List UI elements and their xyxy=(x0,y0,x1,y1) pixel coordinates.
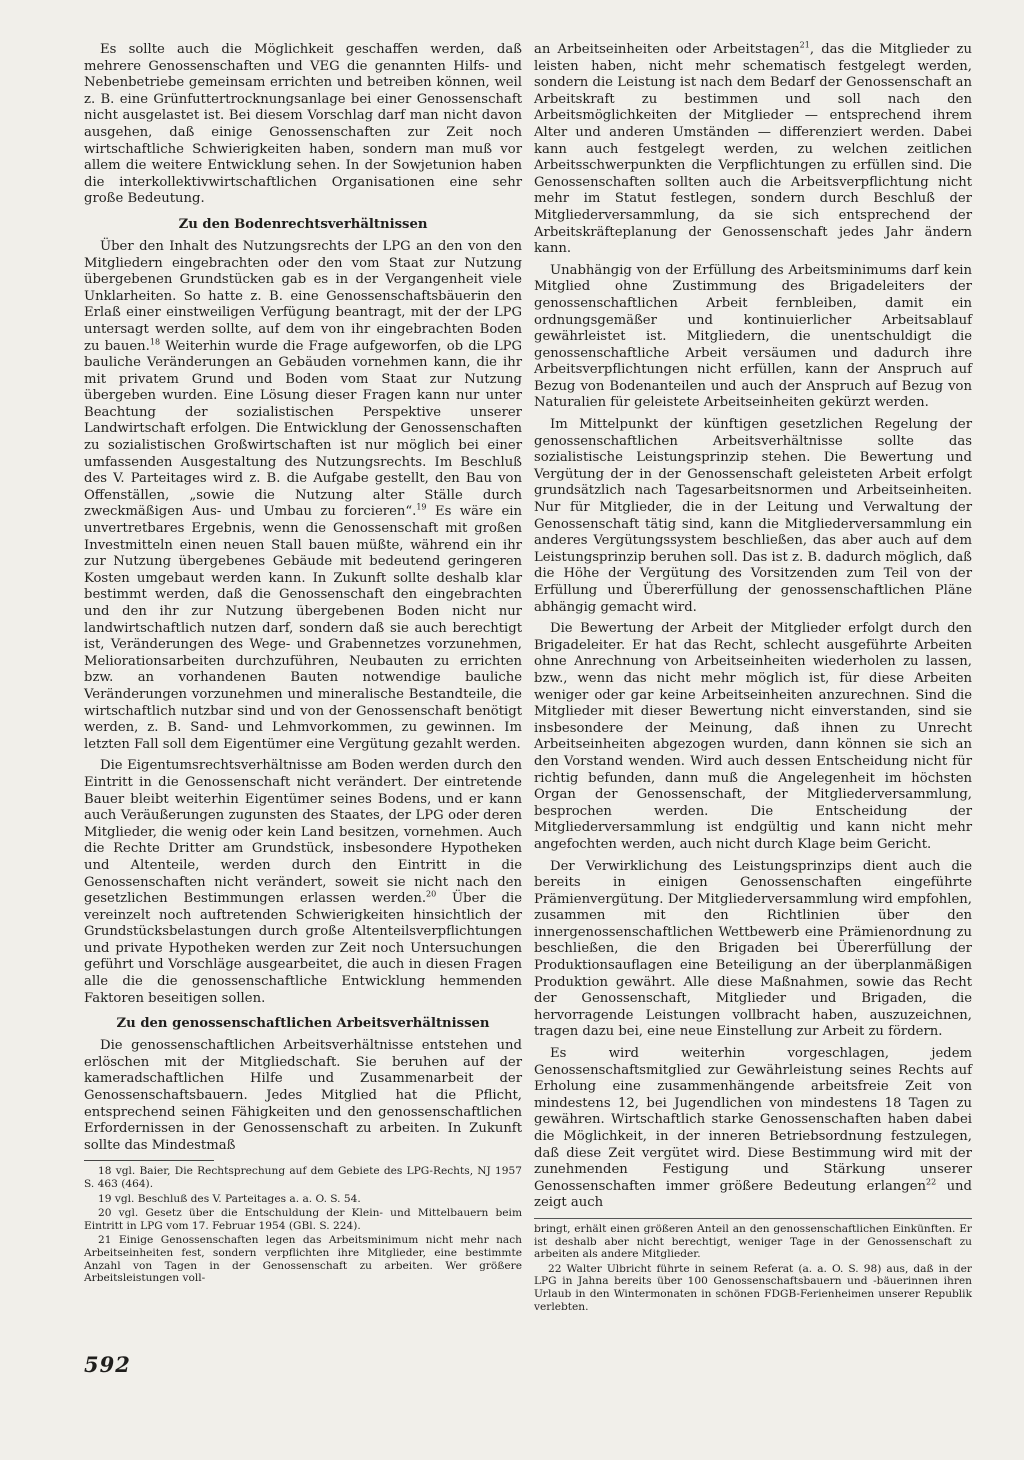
section-heading-bodenrecht: Zu den Bodenrechtsverhältnissen xyxy=(178,216,428,232)
text-columns xyxy=(84,42,972,1315)
section-heading-arbeitsverhaeltnisse: Zu den genossenschaftlichen Arbeitsverhältnissen xyxy=(116,1016,490,1032)
paragraph: Der Verwirklichung des Leistungsprinzips dient auch die bereits in einigen Genossenschaften eingeführte Prämienvergütung. Der Mitgliederversammlung wird empfohlen, zusammen mit den Richtlinien über den innergenossenschaftlichen Wettbewerb eine Prämienordnung zu beschließen, die den Brigaden bei Übererfüllung der Produktionsauflagen eine Beteiligung an der überplanmäßigen Produktion gewährt. Alle diese Maßnahmen, sowie das Recht der Genossenschaft, Mitglieder und Brigaden, die hervorragende Leistungen vollbracht haben, auszuzeichnen, tragen dazu bei, eine neue Einstellung zur Arbeit zu fördern. xyxy=(534,858,972,1040)
text-run: Über die vereinzelt noch auftretenden Schwierigkeiten hinsichtlich der Grundstücksbelastungen durch große Altenteilsverpflichtungen und private Hypotheken werden zur Zeit noch Untersuchungen geführt und Vorschläge ausgearbeitet, die auch in diesen Fragen alle die die genossenschaftliche Entwicklung hemmenden Faktoren beseitigen sollen. xyxy=(84,891,522,1006)
footnote-ref[interactable]: 21 xyxy=(799,40,810,50)
paragraph xyxy=(84,758,522,1007)
text-run: Es wird weiterhin vorgeschlagen, jedem Genossenschaftsmitglied zur Gewährleistung seines Rechts auf Erholung eine zusammenhängende arbeitsfreie Zeit von mindestens 12, bei Jugendlichen von mindestens 18 Tagen zu gewähren. Wirtschaftlich starke Genossenschaften haben dabei die Möglichkeit, in der inneren Betriebsordnung festzulegen, daß diese Zeit vergütet wird. Diese Bestimmung wird mit der zunehmenden Festigung und Stärkung unserer Genossenschaften immer größere Bedeutung erlangen xyxy=(534,1046,972,1194)
footnote-20: 20 vgl. Gesetz über die Entschuldung der Klein- und Mittelbauern beim Eintritt in LPG vom 17. Februar 1954 (GBl. S. 224). xyxy=(84,1207,522,1232)
text-run: Über den Inhalt des Nutzungsrechts der LPG an den von den Mitgliedern eingebrachten oder den vom Staat zur Nutzung übergebenen Grundstücken gab es in der Vergangenheit viele Unklarheiten. So hatte z. B. eine Genossenschaftsbäuerin den Erlaß einer einstweiligen Verfügung beantragt, mit der der LPG untersagt werden sollte, auf dem von ihr eingebrachten Boden zu bauen. xyxy=(84,238,522,354)
paragraph xyxy=(534,1046,972,1212)
left-column xyxy=(84,42,522,1315)
paragraph: Die Bewertung der Arbeit der Mitglieder erfolgt durch den Brigadeleiter. Er hat das Recht, schlecht ausgeführte Arbeiten ohne Anrechnung von Arbeitseinheiten wiederholen zu lassen, bzw., wenn das nicht mehr möglich ist, für diese Arbeiten weniger oder gar keine Arbeitseinheiten anzurechnen. Sind die Mitglieder mit dieser Bewertung nicht einverstanden, sind sie insbesondere der Meinung, daß ihnen zu Unrecht Arbeitseinheiten abgezogen wurden, dann können sie sich an den Vorstand wenden. Wird auch dessen Entscheidung nicht für richtig befunden, dann muß die Angelegenheit im höchsten Organ der Genossenschaft, der Mitgliederversammlung, besprochen werden. Die Entscheidung der Mitgliederversammlung ist endgültig und kann nicht mehr angefochten werden, auch nicht durch Klage beim Gericht. xyxy=(534,621,972,852)
footnote-ref[interactable]: 22 xyxy=(926,1177,937,1187)
text-run: Weiterhin wurde die Frage aufgeworfen, ob die LPG bauliche Veränderungen an Gebäuden vornehmen kann, die ihr mit privatem Grund und Boden vom Staat zur Nutzung übergeben wurden. Eine Lösung dieser Fragen kann nur unter Beachtung der sozialistischen Perspektive unserer Landwirtschaft erfolgen. Die Entwicklung der Genossenschaften zu sozialistischen Großwirtschaften ist nur möglich bei einer umfassenden Ausgestaltung des Nutzungsrechts. Im Beschluß des V. Parteitages wird z. B. die Aufgabe gestellt, den Bau von Offenställen, „sowie die Nutzung alter Ställe durch zweckmäßigen Aus- und Umbau zu forcieren“. xyxy=(84,338,523,520)
footnote-21-continued: bringt, erhält einen größeren Anteil an den genossenschaftlichen Einkünften. Er ist deshalb aber nicht berechtigt, weniger Tage in der Genossenschaft zu arbeiten als andere Mitglieder. xyxy=(534,1222,972,1261)
paragraph xyxy=(534,42,972,258)
footnote-ref[interactable]: 19 xyxy=(416,503,427,513)
paragraph: Es sollte auch die Möglichkeit geschaffen werden, daß mehrere Genossenschaften und VEG die genannten Hilfs- und Nebenbetriebe gemeinsam errichten und betreiben können, weil z. B. eine Grünfuttertrocknungsanlage bei einer Genossenschaft nicht ausgelastet ist. Bei diesem Vorschlag darf man nicht davon ausgehen, daß einige Genossenschaften zur Zeit noch wirtschaftliche Schwierigkeiten haben, sondern man muß vor allem die weitere Entwicklung sehen. In der Sowjetunion haben die interkollektivwirtschaftlichen Organisationen eine sehr große Bedeutung. xyxy=(84,42,522,207)
paragraph: Unabhängig von der Erfüllung des Arbeitsminimums darf kein Mitglied ohne Zustimmung des Brigadeleiters der genossenschaftlichen Arbeit fernbleiben, damit ein ordnungsgemäßer und kontinuierlicher Arbeitsablauf gewährleistet ist. Mitgliedern, die unentschuldigt die genossenschaftliche Arbeit versäumen und dadurch ihre Arbeitsverpflichtungen nicht erfüllen, kann der Anspruch auf Bezug von Bodenanteilen und auch der Anspruch auf Bezug von Naturalien für geleistete Arbeitseinheiten gekürzt werden. xyxy=(534,262,972,411)
text-run: und zeigt auch xyxy=(534,1178,972,1211)
footnote-ref[interactable]: 20 xyxy=(426,889,437,899)
paragraph xyxy=(84,239,522,753)
paragraph: Im Mittelpunkt der künftigen gesetzlichen Regelung der genossenschaftlichen Arbeitsverhältnisse sollte das sozialistische Leistungsprinzip stehen. Die Bewertung und Vergütung der in der Genossenschaft geleisteten Arbeit erfolgt grundsätzlich nach Tagesarbeitsnormen und Arbeitseinheiten. Nur für Mitglieder, die in der Leitung und Verwaltung der Genossenschaft tätig sind, kann die Mitgliederversammlung ein anderes Vergütungssystem beschließen, das aber auch auf dem Leistungsprinzip beruhen soll. Das ist z. B. dadurch möglich, daß die Höhe der Vergütung des Vorsitzenden zum Teil von der Erfüllung und Übererfüllung der genossenschaftlichen Pläne abhängig gemacht wird. xyxy=(534,417,972,615)
right-column xyxy=(534,42,972,1315)
footnote-21: 21 Einige Genossenschaften legen das Arbeitsminimum nicht mehr nach Arbeitseinheiten fest, sondern verpflichten ihre Mitglieder, eine bestimmte Anzahl von Tagen in der Genossenschaft zu arbeiten. Wer größere Arbeitsleistungen voll- xyxy=(84,1234,522,1285)
footnote-22: 22 Walter Ulbricht führte in seinem Referat (a. a. O. S. 98) aus, daß in der LPG in Jahna bereits über 100 Genossenschaftsbauern und -bäuerinnen ihren Urlaub in den Wintermonaten in schönen FDGB-Ferienheimen unserer Republik verlebten. xyxy=(534,1262,972,1313)
footnote-19: 19 vgl. Beschluß des V. Parteitages a. a. O. S. 54. xyxy=(98,1192,361,1205)
page-number: 592 xyxy=(84,1352,131,1377)
footnote-18: 18 vgl. Baier, Die Rechtsprechung auf dem Gebiete des LPG-Rechts, NJ 1957 S. 463 (464). xyxy=(84,1165,522,1190)
text-run: an Arbeitseinheiten oder Arbeitstagen xyxy=(534,42,800,57)
text-run: , das die Mitglieder zu leisten haben, nicht mehr schematisch festgelegt werden, sondern die Leistung ist nach dem Bedarf der Genossenschaft an Arbeitskraft zu bestimmen und soll nach den Arbeitsmöglichkeiten der Mitglieder — entsprechend ihrem Alter und anderen Umständen — differenziert werden. Dabei kann auch festgelegt werden, zu welchen zeitlichen Arbeitsschwerpunkten die Verpflichtungen zu erfüllen sind. Die Genossenschaften sollten auch die Arbeitsverpflichtung nicht mehr im Statut festlegen, sondern durch Beschluß der Mitgliederversammlung, da sie sich entsprechend der Arbeitskräfteplanung der Genossenschaft jedes Jahr ändern kann. xyxy=(534,42,972,257)
footnote-ref[interactable]: 18 xyxy=(149,337,161,347)
paragraph: Die genossenschaftlichen Arbeitsverhältnisse entstehen und erlöschen mit der Mitgliedschaft. Sie beruhen auf der kameradschaftlichen Hilfe und Zusammenarbeit der Genossenschaftsbauern. Jedes Mitglied hat die Pflicht, entsprechend seinen Fähigkeiten und den genossenschaftlichen Erfordernissen in der Genossenschaft zu arbeiten. In Zukunft sollte das Mindestmaß xyxy=(84,1038,522,1153)
text-run: Die Eigentumsrechtsverhältnisse am Boden werden durch den Eintritt in die Genossenschaft nicht verändert. Der eintretende Bauer bleibt weiterhin Eigentümer seines Bodens, und er kann auch Veräußerungen zugunsten des Staates, der LPG oder deren Mitglieder, die wenig oder kein Land besitzen, vornehmen. Auch die Rechte Dritter am Grundstück, insbesondere Hypotheken und Altenteile, werden durch den Eintritt in die Genossenschaften nicht verändert, soweit sie nicht nach den gesetzlichen Bestimmungen erlassen werden. xyxy=(84,758,522,907)
footnote-divider xyxy=(84,1160,214,1161)
footnote-divider xyxy=(534,1218,972,1219)
text-run: Es wäre ein unvertretbares Ergebnis, wenn die Genossenschaft mit großen Investmitteln einen neuen Stall bauen müßte, während ein ihr zur Nutzung übergebenes Gebäude mit bedeutend geringeren Kosten umgebaut werden kann. In Zukunft sollte deshalb klar bestimmt werden, daß die Genossenschaft den eingebrachten und den ihr zur Nutzung übergebenen Boden nicht nur landwirtschaftlich nutzen darf, sondern daß sie auch berechtigt ist, Veränderungen des Wege- und Grabennetzes vorzunehmen, Meliorationsarbeiten durchzuführen, Neubauten zu errichten bzw. an vorhandenen Bauten notwendige bauliche Veränderungen vorzunehmen und mineralische Bestandteile, die wirtschaftlich nutzbar sind und von der Genossenschaft benötigt werden, z. B. Sand- und Lehmvorkommen, zu gewinnen. Im letzten Fall soll dem Eigentümer eine Vergütung gezahlt werden. xyxy=(84,504,522,752)
